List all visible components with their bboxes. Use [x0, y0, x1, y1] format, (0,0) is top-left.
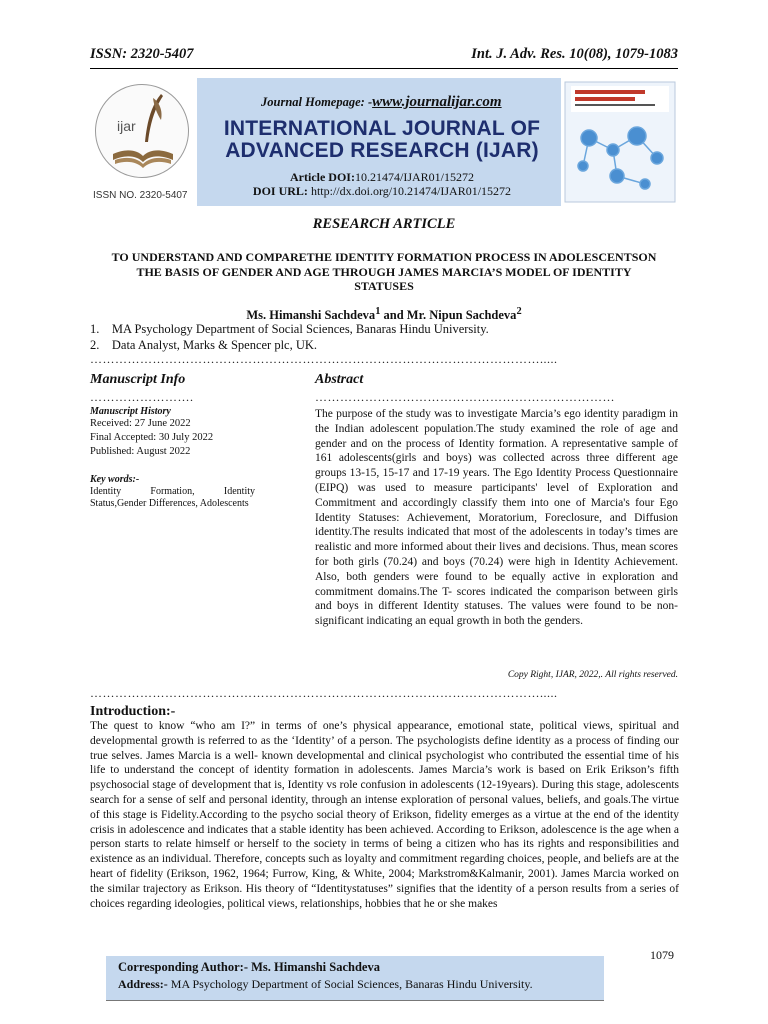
manuscript-history-label: Manuscript History: [90, 406, 171, 417]
address-label: Address:-: [118, 977, 168, 991]
abstract-text: The purpose of the study was to investigate Marcia’s ego identity paradigm in the Indian adolescent population.The study examined the role of age and gender and on the process of Identity formation. A representative sample of 161 adolescents(girls and boys) was collected across three different age groups 13-15, 15-17 and 17-19 years. The Ego Identity Process Questionnaire (EIPQ) was used to measure participants' level of Exploration and Commitment and accordingly classify them into one of Marcia's four Ego Identity Statuses: Achievement, Moratorium, Foreclosure, and Diffusion identity.The results indicated that most of the adolescents in today’s times are realistic and more informed about their lives and decisions. Thus, mean scores for both girls (70.24) and boys (70.24) were high in Identity Achievement. Also, both genders were found to be equally active in exploration and commitment domains.The T- scores indicated the comparison between girls and boys in different Identity statuses. The values were found to be non- significant indicating an equal growth in both the genders.: [315, 408, 678, 628]
separator-top: ……………………………………………………………………………………………….....: [90, 352, 558, 366]
page-number: 1079: [650, 948, 674, 962]
received-date: Received: 27 June 2022: [90, 418, 191, 429]
affiliation-2-num: 2.: [90, 338, 100, 352]
article-title-line3: STATUSES: [354, 279, 414, 293]
copyright-notice: Copy Right, IJAR, 2022,. All rights reserved.: [507, 670, 678, 680]
logo-issn: ISSN NO. 2320-5407: [93, 190, 188, 201]
published-date: Published: August 2022: [90, 446, 191, 457]
article-title-line1: TO UNDERSTAND AND COMPARETHE IDENTITY FORMATION PROCESS IN ADOLESCENTSON: [111, 250, 657, 264]
authors: [0, 306, 768, 323]
issn-label: ISSN: 2320-5407: [90, 46, 194, 62]
article-title-line2: THE BASIS OF GENDER AND AGE THROUGH JAMES MARCIA’S MODEL OF IDENTITY: [136, 264, 632, 279]
author-2-sup: 2: [516, 306, 522, 317]
author-and: and: [380, 308, 407, 323]
affiliation-1-text: MA Psychology Department of Social Sciences, Banaras Hindu University.: [111, 322, 489, 336]
journal-title-line2: ADVANCED RESEARCH (IJAR): [225, 139, 539, 162]
separator-right: ………………………………………………………………: [315, 390, 615, 404]
author-2: Mr. Nipun Sachdeva: [406, 308, 517, 323]
molecule-cover-icon: [561, 78, 679, 206]
running-header: [90, 44, 678, 69]
introduction-text: The quest to know “who am I?” in terms of one’s physical appearance, emotional state, political views, spiritual and developmental growth is referred to as the ‘Identity’ of a person. The psychologists define identity as a process of finding our true selves. James Marcia is a well- known developmental and clinical psychologist who contributed the essential time of his life to understand the concept of identity formation in adolescents. James Marcia’s work is based on Erik Erikson’s fifth psychosocial stage of development that is, Identity vs role confusion in adolescents (12-19years). During this stage, adolescents search for a sense of self and personal identity, through an intense exploration of personal values, beliefs, and goals.The virtue of this stage is Fidelity.According to the psycho social theory of Erikson, fidelity emerges as a virtue at the end of the identity crisis in adolescence and indicates that a stable identity has been achieved. According to Erikson, adolescence is the age when a person starts to relate himself or herself to the society in terms of being a citizen who has its rights and responsibilities and existence as an individual. Therefore, concepts such as loyalty and commitment regarding choices, people, and beliefs are at the heart of fidelity (Erikson, 1962, 1964; Furrow, King, & White, 2004; Markstrom&Kalmanir, 2001). James Marcia worked on the similar trajectory as Erikson. His theory of “Identitystatuses” signifies that the identity of a person results from a series of choices regarding ideologies, political views, relationships, hobbies that he or she makes: [90, 720, 679, 910]
affiliation-1: [90, 322, 489, 337]
separator-left: …………………….: [90, 390, 194, 404]
accepted-date: Final Accepted: 30 July 2022: [90, 432, 214, 443]
journal-title: [199, 118, 565, 162]
journal-banner: [89, 78, 679, 206]
doi-block: [199, 170, 565, 198]
homepage-link[interactable]: www.journalijar.com: [372, 94, 502, 110]
keywords-text: Identity Formation, Identity Status,Gender Differences, Adolescents: [90, 486, 255, 509]
doi-label: Article DOI:: [290, 170, 355, 184]
journal-title-line1: INTERNATIONAL JOURNAL OF: [223, 117, 541, 140]
affiliation-1-num: 1.: [90, 322, 100, 336]
affiliation-2: [90, 338, 317, 353]
affiliation-2-text: Data Analyst, Marks & Spencer plc, UK.: [111, 338, 318, 352]
introduction-heading: Introduction:-: [90, 704, 176, 719]
journal-cover-image: [561, 78, 679, 206]
doi-value: 10.21474/IJAR01/15272: [354, 170, 474, 184]
article-title: [90, 250, 678, 294]
journal-homepage: [261, 94, 502, 111]
abstract-title: Abstract: [315, 372, 364, 387]
corresponding-address: [118, 977, 533, 992]
doi-url[interactable]: http://dx.doi.org/10.21474/IJAR01/15272: [310, 184, 512, 198]
homepage-label: Journal Homepage: -: [261, 95, 373, 109]
manuscript-info-title: Manuscript Info: [90, 372, 186, 387]
journal-logo: [89, 78, 197, 206]
journal-citation: Int. J. Adv. Res. 10(08), 1079-1083: [471, 46, 678, 62]
doi-url-label: DOI URL:: [252, 184, 308, 198]
address-text: MA Psychology Department of Social Sciences, Banaras Hindu University.: [167, 977, 533, 991]
logo-text: ijar: [117, 118, 136, 134]
quill-book-icon: [103, 88, 183, 174]
separator-bottom: ……………………………………………………………………………………………….....: [90, 686, 558, 700]
article-type: RESEARCH ARTICLE: [312, 216, 456, 232]
corresponding-author-box: [106, 956, 604, 1001]
corresponding-author: Corresponding Author:- Ms. Himanshi Sachdeva: [118, 960, 380, 974]
keywords-label: Key words:-: [90, 474, 140, 485]
author-1-sup: 1: [375, 306, 381, 317]
author-1: Ms. Himanshi Sachdeva: [246, 308, 376, 323]
